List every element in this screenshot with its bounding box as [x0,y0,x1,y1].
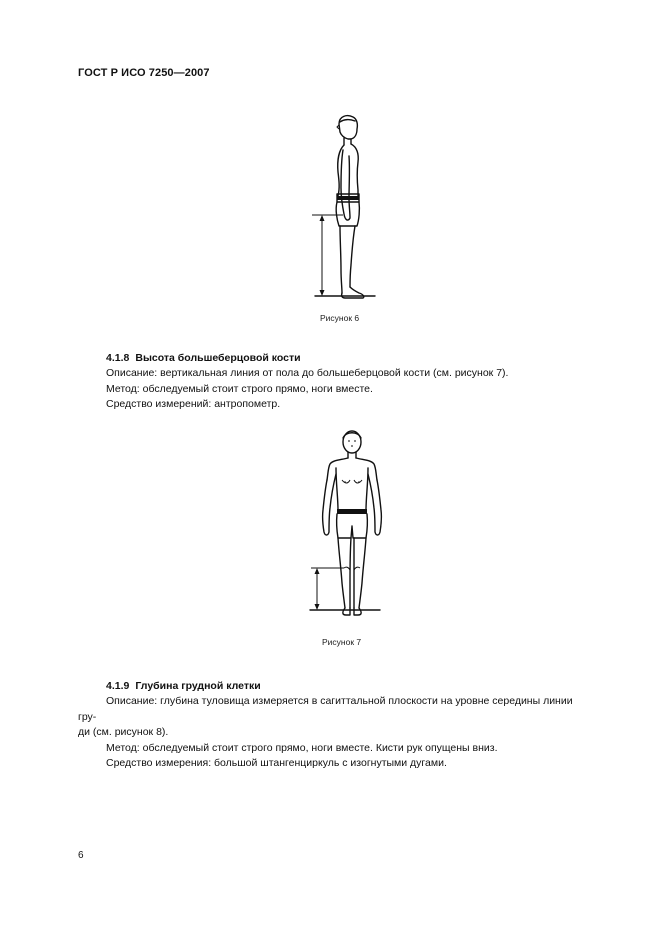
section-4-1-9-body [78,694,588,772]
figure-6-side-view-illustration [295,110,395,300]
section-4-1-8-heading [106,352,301,364]
figure-7-front-view-illustration [300,428,400,618]
page-number: 6 [78,850,84,861]
paragraph-line: Метод: обследуемый стоит строго прямо, ноги вместе. [106,382,373,395]
paragraph-line: Описание: вертикальная линия от пола до большеберцовой кости (см. рисунок 7). [106,367,509,379]
section-number: 4.1.9 [106,680,130,692]
paragraph-line: Средство измерений: антропометр. [106,398,281,410]
section-number: 4.1.8 [106,352,130,364]
paragraph-line: Средство измерения: большой штангенциркуль с изогнутыми дугами. [106,757,447,769]
section-4-1-8-body [106,366,546,413]
paragraph-line: Описание: глубина туловища измеряется в сагиттальной плоскости на уровне середины линии гру- [78,695,573,723]
paragraph-line: Метод: обследуемый стоит строго прямо, ноги вместе. Кисти рук опущены вниз. [106,741,498,754]
figure-7-caption: Рисунок 7 [322,637,362,647]
document-header: ГОСТ Р ИСО 7250—2007 [78,67,210,79]
figure-6-caption: Рисунок 6 [320,313,360,323]
section-4-1-9-heading [106,680,261,692]
paragraph-line: ди (см. рисунок 8). [78,726,169,738]
section-title: Высота большеберцовой кости [135,352,301,364]
section-title: Глубина грудной клетки [135,680,261,692]
